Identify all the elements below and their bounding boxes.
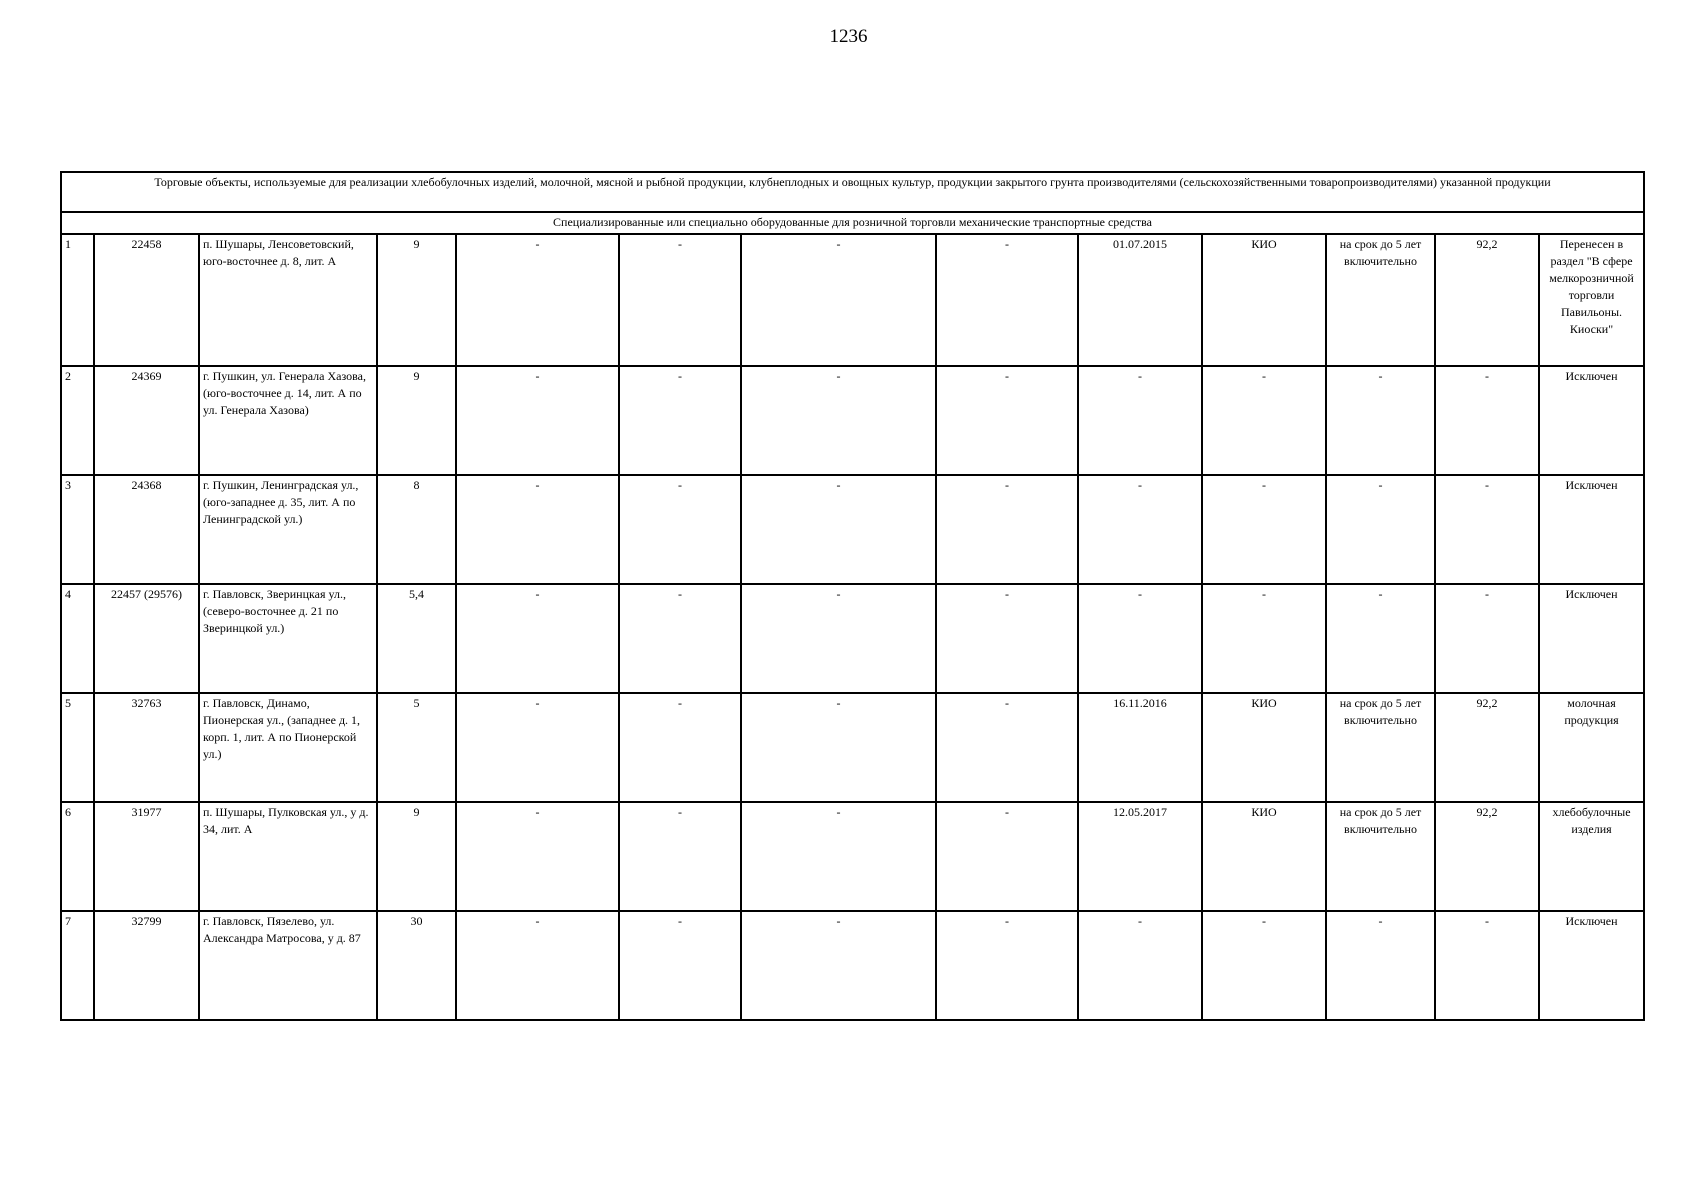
organization: -: [1202, 475, 1326, 584]
section-header-row: [61, 172, 1644, 212]
row-number: 5: [61, 693, 94, 802]
term: -: [1326, 366, 1435, 475]
date: -: [1078, 366, 1202, 475]
cell-col5: -: [456, 911, 619, 1020]
address: г. Павловск, Динамо, Пионерская ул., (западнее д. 1, корп. 1, лит. А по Пионерской ул.): [199, 693, 377, 802]
organization: -: [1202, 911, 1326, 1020]
address: г. Павловск, Пязелево, ул. Александра Матросова, у д. 87: [199, 911, 377, 1020]
table-row: [61, 475, 1644, 584]
term: -: [1326, 911, 1435, 1020]
organization: КИО: [1202, 693, 1326, 802]
cell-col6: -: [619, 366, 741, 475]
cell-col5: -: [456, 802, 619, 911]
note: Исключен: [1539, 911, 1644, 1020]
cell-col7: -: [741, 584, 936, 693]
object-id: 24369: [94, 366, 199, 475]
cell-col6: -: [619, 693, 741, 802]
row-number: 7: [61, 911, 94, 1020]
cell-col7: -: [741, 475, 936, 584]
area: 30: [377, 911, 456, 1020]
cell-col5: -: [456, 693, 619, 802]
date: -: [1078, 911, 1202, 1020]
organization: -: [1202, 584, 1326, 693]
area: 9: [377, 802, 456, 911]
cell-col5: -: [456, 475, 619, 584]
subsection-header-row: [61, 212, 1644, 234]
term: на срок до 5 лет включительно: [1326, 693, 1435, 802]
note: Исключен: [1539, 366, 1644, 475]
value: 92,2: [1435, 693, 1539, 802]
cell-col7: -: [741, 693, 936, 802]
section-title: Торговые объекты, используемые для реализации хлебобулочных изделий, молочной, мясной и рыбной продукции, клубнеплодных и овощных культур, продукции закрытого грунта производителями (сельскохозяйственными товаропроизводителями) указанной продукции: [61, 172, 1644, 212]
object-id: 32763: [94, 693, 199, 802]
cell-col8: -: [936, 693, 1078, 802]
object-id: 31977: [94, 802, 199, 911]
area: 9: [377, 234, 456, 366]
organization: -: [1202, 366, 1326, 475]
note: молочная продукция: [1539, 693, 1644, 802]
date: -: [1078, 475, 1202, 584]
object-id: 24368: [94, 475, 199, 584]
cell-col5: -: [456, 366, 619, 475]
date: 01.07.2015: [1078, 234, 1202, 366]
cell-col8: -: [936, 802, 1078, 911]
row-number: 2: [61, 366, 94, 475]
value: -: [1435, 366, 1539, 475]
table-row: [61, 911, 1644, 1020]
area: 5,4: [377, 584, 456, 693]
note: Исключен: [1539, 584, 1644, 693]
value: -: [1435, 475, 1539, 584]
table-row: [61, 802, 1644, 911]
address: г. Павловск, Зверинцкая ул., (северо-восточнее д. 21 по Зверинцкой ул.): [199, 584, 377, 693]
address: п. Шушары, Ленсоветовский, юго-восточнее д. 8, лит. А: [199, 234, 377, 366]
cell-col5: -: [456, 584, 619, 693]
organization: КИО: [1202, 234, 1326, 366]
note: Перенесен в раздел "В сфере мелкорозничной торговли Павильоны. Киоски": [1539, 234, 1644, 366]
term: -: [1326, 475, 1435, 584]
table-row: [61, 366, 1644, 475]
cell-col7: -: [741, 911, 936, 1020]
cell-col8: -: [936, 475, 1078, 584]
address: г. Пушкин, ул. Генерала Хазова, (юго-восточнее д. 14, лит. А по ул. Генерала Хазова): [199, 366, 377, 475]
value: -: [1435, 911, 1539, 1020]
row-number: 1: [61, 234, 94, 366]
address: п. Шушары, Пулковская ул., у д. 34, лит. А: [199, 802, 377, 911]
cell-col7: -: [741, 234, 936, 366]
value: -: [1435, 584, 1539, 693]
registry-table: [60, 171, 1645, 1021]
organization: КИО: [1202, 802, 1326, 911]
date: -: [1078, 584, 1202, 693]
object-id: 22458: [94, 234, 199, 366]
value: 92,2: [1435, 234, 1539, 366]
cell-col5: -: [456, 234, 619, 366]
date: 16.11.2016: [1078, 693, 1202, 802]
cell-col6: -: [619, 911, 741, 1020]
cell-col7: -: [741, 802, 936, 911]
row-number: 3: [61, 475, 94, 584]
cell-col8: -: [936, 366, 1078, 475]
subsection-title: Специализированные или специально оборудованные для розничной торговли механические транспортные средства: [61, 212, 1644, 234]
term: на срок до 5 лет включительно: [1326, 234, 1435, 366]
term: на срок до 5 лет включительно: [1326, 802, 1435, 911]
address: г. Пушкин, Ленинградская ул., (юго-западнее д. 35, лит. А по Ленинградской ул.): [199, 475, 377, 584]
object-id: 32799: [94, 911, 199, 1020]
object-id: 22457 (29576): [94, 584, 199, 693]
row-number: 4: [61, 584, 94, 693]
cell-col8: -: [936, 234, 1078, 366]
cell-col6: -: [619, 475, 741, 584]
cell-col6: -: [619, 234, 741, 366]
cell-col8: -: [936, 911, 1078, 1020]
cell-col7: -: [741, 366, 936, 475]
row-number: 6: [61, 802, 94, 911]
note: Исключен: [1539, 475, 1644, 584]
cell-col6: -: [619, 802, 741, 911]
area: 5: [377, 693, 456, 802]
area: 8: [377, 475, 456, 584]
table-row: [61, 693, 1644, 802]
value: 92,2: [1435, 802, 1539, 911]
cell-col6: -: [619, 584, 741, 693]
table-row: [61, 584, 1644, 693]
page-number: 1236: [829, 26, 868, 47]
note: хлебобулочные изделия: [1539, 802, 1644, 911]
table-row: [61, 234, 1644, 366]
cell-col8: -: [936, 584, 1078, 693]
date: 12.05.2017: [1078, 802, 1202, 911]
term: -: [1326, 584, 1435, 693]
area: 9: [377, 366, 456, 475]
